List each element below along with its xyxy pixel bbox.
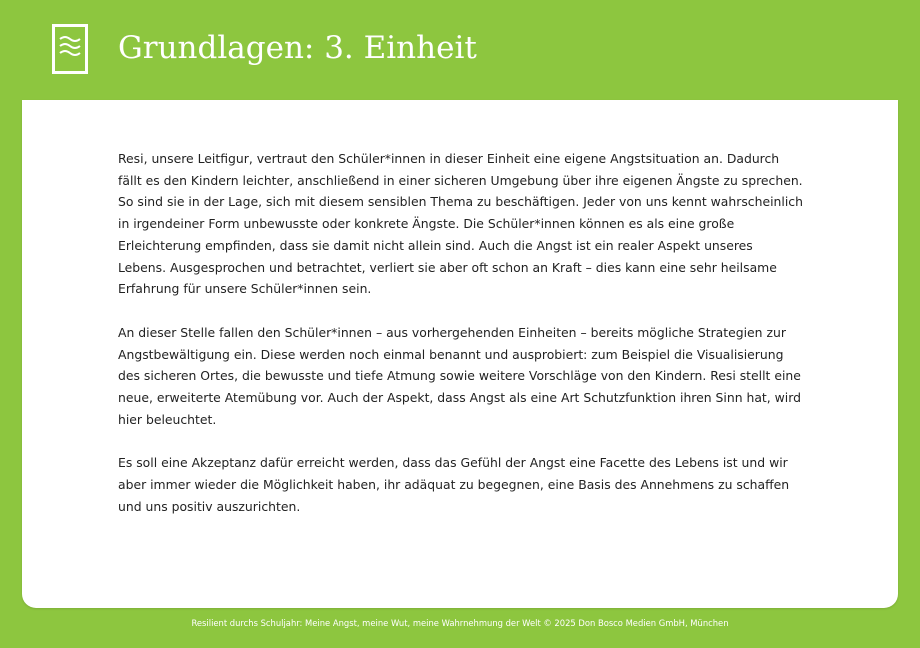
- paragraph: Resi, unsere Leitfigur, vertraut den Schüler*innen in dieser Einheit eine eigene Angstsituation an. Dadurch fällt es den Kindern leichter, anschließend in einer sicheren Umgebung über ihre eigenen Ängste zu sprechen. So sind sie in der Lage, sich mit diesem sensiblen Thema zu beschäftigen. Jeder von uns kennt wahrscheinlich in irgendeiner Form unbewusste oder konkrete Ängste. Die Schüler*innen können es als eine große Erleichterung empfinden, dass sie damit nicht allein sind. Auch die Angst ist ein realer Aspekt unseres Lebens. Ausgesprochen und betrachtet, verliert sie aber oft schon an Kraft – dies kann eine sehr heilsame Erfahrung für unsere Schüler*innen sein.: [118, 151, 803, 297]
- page-title: Grundlagen: 3. Einheit: [118, 30, 477, 66]
- paragraph: Es soll eine Akzeptanz dafür erreicht werden, dass das Gefühl der Angst eine Facette des Lebens ist und wir aber immer wieder die Möglichkeit haben, ihr adäquat zu begegnen, eine Basis des Annehmens zu schaffen und uns positiv auszurichten.: [118, 455, 790, 514]
- content-card: [22, 100, 898, 608]
- footer-copyright: Resilient durchs Schuljahr: Meine Angst, meine Wut, meine Wahrnehmung der Welt © 2025 Don Bosco Medien GmbH, München: [191, 618, 729, 628]
- body-text: [118, 148, 804, 540]
- waves-document-icon: [52, 24, 88, 74]
- paragraph: An dieser Stelle fallen den Schüler*innen – aus vorhergehenden Einheiten – bereits mögliche Strategien zur Angstbewältigung ein. Diese werden noch einmal benannt und ausprobiert: zum Beispiel die Visualisierung des sicheren Ortes, die bewusste und tiefe Atmung sowie weitere Vorschläge von den Kindern. Resi stellt eine neue, erweiterte Atemübung vor. Auch der Aspekt, dass Angst als eine Art Schutzfunktion ihren Sinn hat, wird hier beleuchtet.: [118, 324, 801, 427]
